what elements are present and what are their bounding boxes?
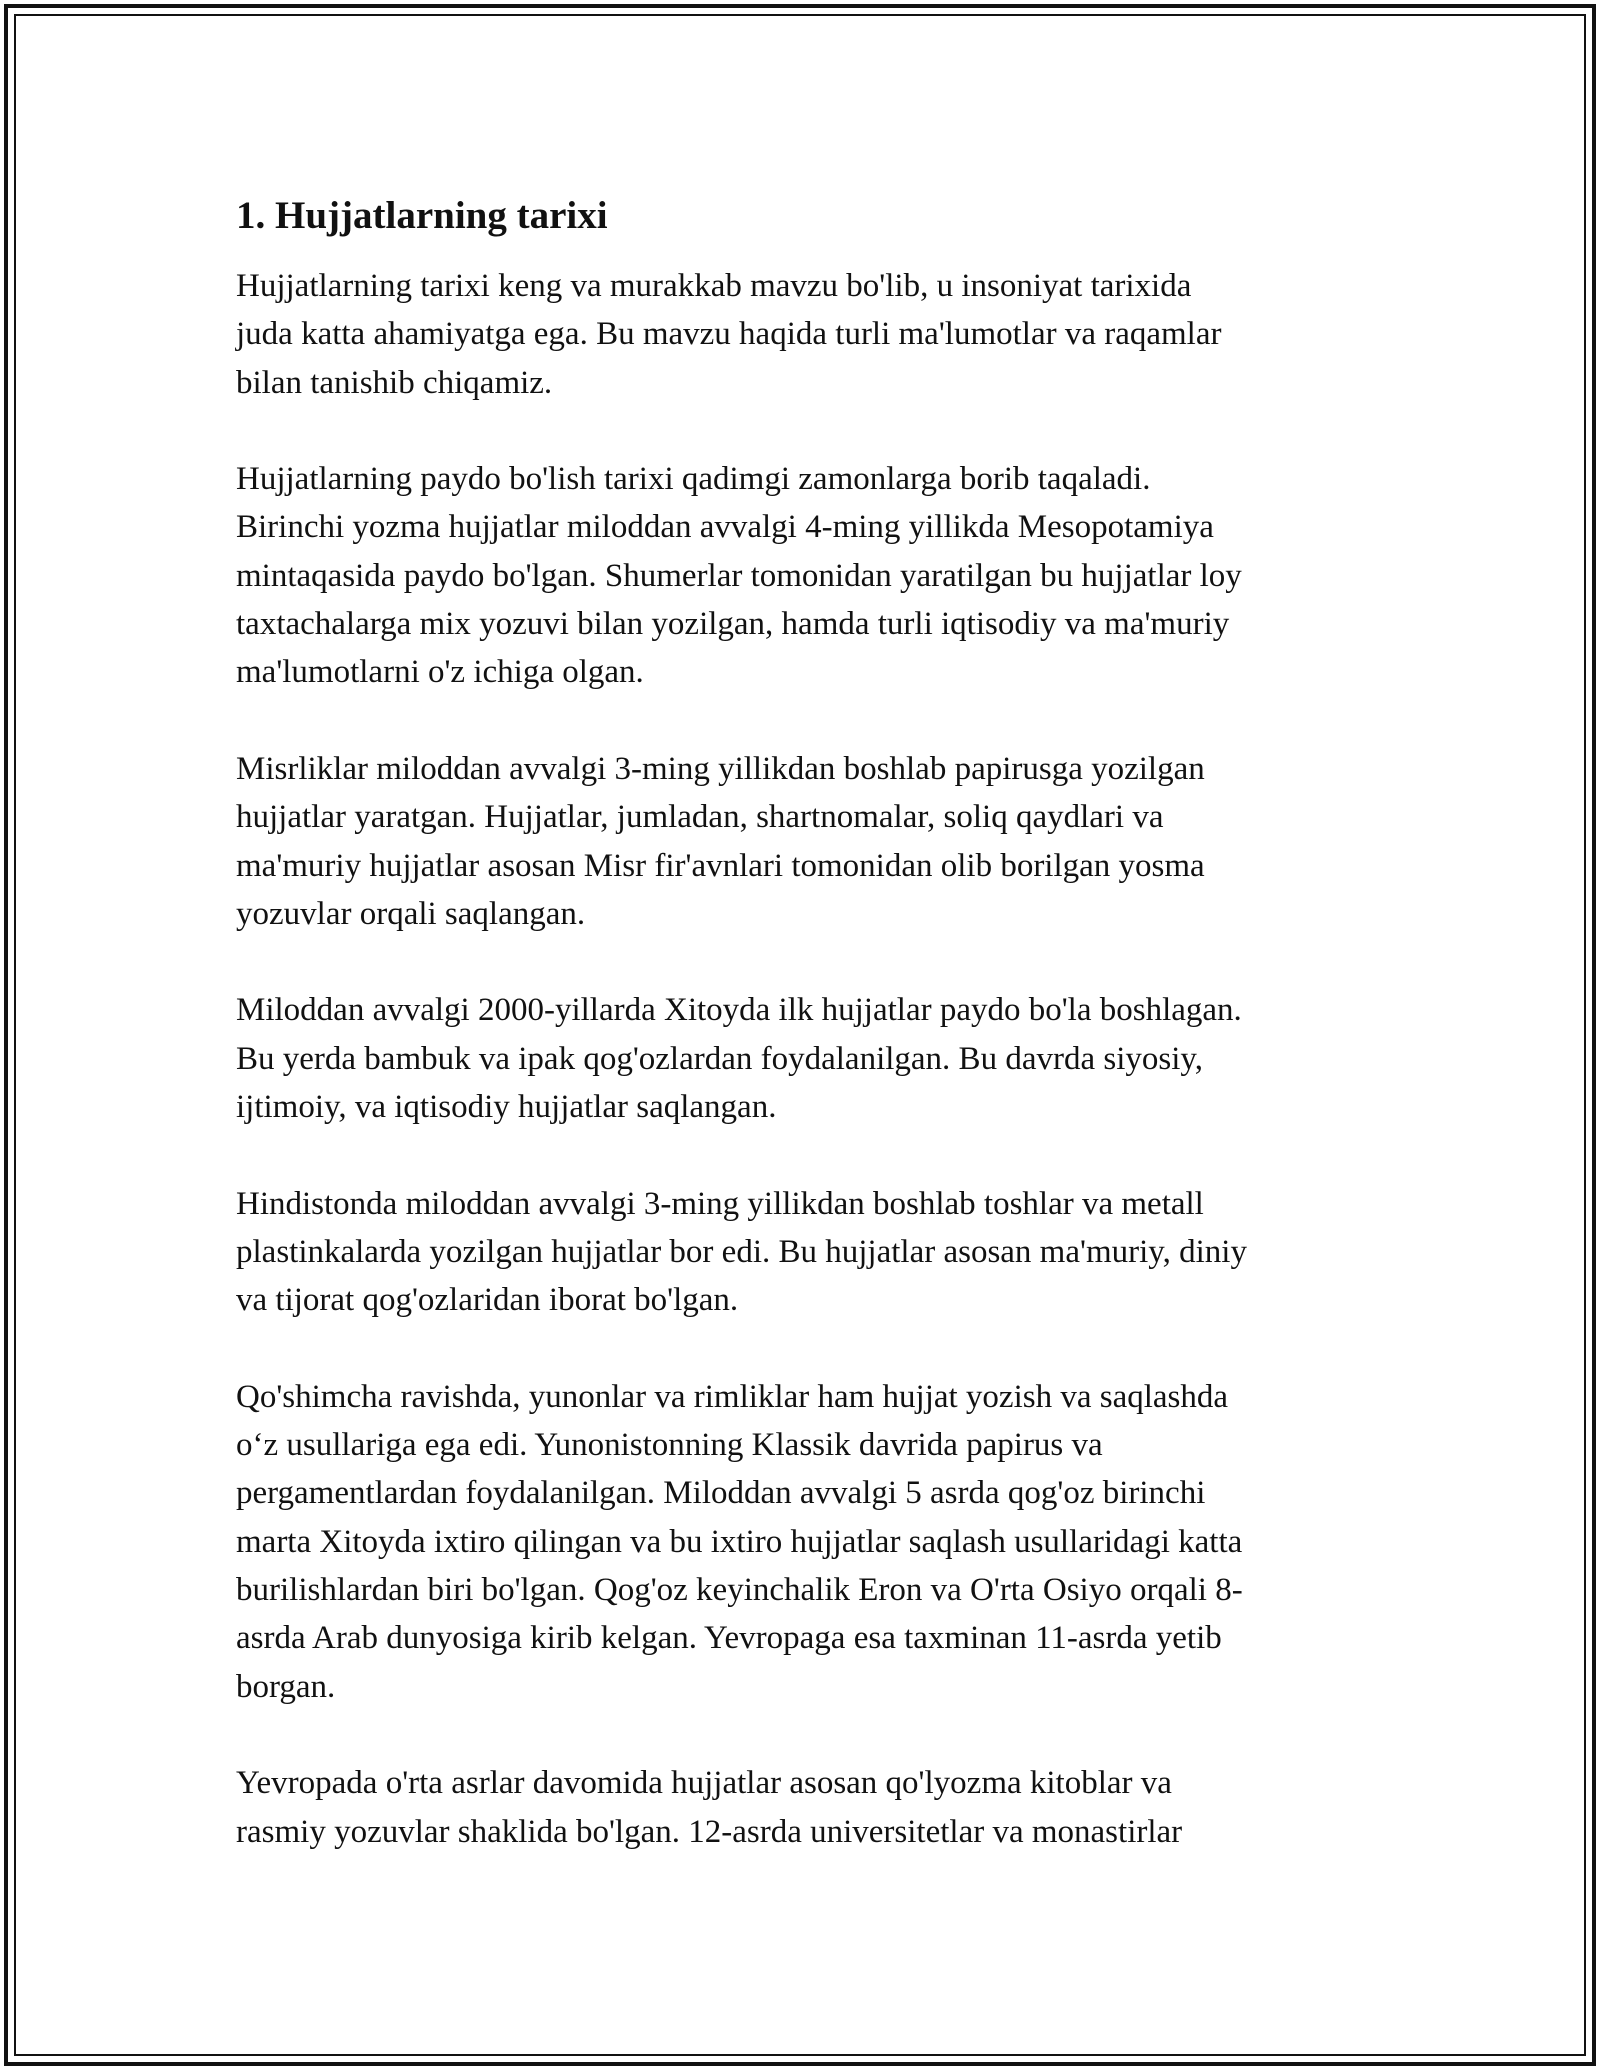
section-heading: 1. Hujjatlarning tarixi [236, 194, 608, 237]
paragraph-mesopotamia [236, 455, 1364, 696]
paragraph-line: hujjatlar yaratgan. Hujjatlar, jumladan, shartnomalar, soliq qaydlari va [236, 799, 1164, 836]
paragraph-greece-rome [236, 1373, 1364, 1711]
paragraph-line: ma'lumotlarni o'z ichiga olgan. [236, 654, 644, 691]
paragraph-line: ma'muriy hujjatlar asosan Misr fir'avnlari tomonidan olib borilgan yosma [236, 847, 1205, 884]
paragraph-line: Misrliklar miloddan avvalgi 3-ming yillikdan boshlab papirusga yozilgan [236, 750, 1205, 787]
paragraph-line: ijtimoiy, va iqtisodiy hujjatlar saqlangan. [236, 1089, 777, 1126]
paragraph-line: borgan. [236, 1668, 336, 1705]
paragraph-line: mintaqasida paydo bo'lgan. Shumerlar tomonidan yaratilgan bu hujjatlar loy [236, 557, 1242, 594]
paragraph-line: Miloddan avvalgi 2000-yillarda Xitoyda ilk hujjatlar paydo bo'la boshlagan. [236, 992, 1242, 1029]
paragraph-line: taxtachalarga mix yozuvi bilan yozilgan, hamda turli iqtisodiy va ma'muriy [236, 606, 1230, 643]
paragraph-line: marta Xitoyda ixtiro qilingan va bu ixtiro hujjatlar saqlash usullaridagi katta [236, 1523, 1243, 1560]
document-page [236, 188, 1364, 1904]
paragraph-line: va tijorat qog'ozlaridan iborat bo'lgan. [236, 1282, 739, 1319]
paragraph-egypt [236, 745, 1364, 938]
paragraph-line: plastinkalarda yozilgan hujjatlar bor edi. Bu hujjatlar asosan ma'muriy, diniy [236, 1233, 1247, 1270]
paragraph-line: Birinchi yozma hujjatlar miloddan avvalgi 4-ming yillikda Mesopotamiya [236, 509, 1214, 546]
paragraph-line: Yevropada o'rta asrlar davomida hujjatlar asosan qo'lyozma kitoblar va [236, 1765, 1172, 1802]
paragraph-line: asrda Arab dunyosiga kirib kelgan. Yevropaga esa taxminan 11-asrda yetib [236, 1620, 1222, 1657]
paragraph-line: bilan tanishib chiqamiz. [236, 364, 553, 401]
paragraph-line: juda katta ahamiyatga ega. Bu mavzu haqida turli ma'lumotlar va raqamlar [236, 316, 1222, 353]
paragraph-line: pergamentlardan foydalanilgan. Miloddan avvalgi 5 asrda qog'oz birinchi [236, 1475, 1206, 1512]
paragraph-line: Hujjatlarning paydo bo'lish tarixi qadimgi zamonlarga borib taqaladi. [236, 461, 1151, 498]
paragraph-line: Bu yerda bambuk va ipak qog'ozlardan foydalanilgan. Bu davrda siyosiy, [236, 1040, 1203, 1077]
paragraph-line: Hindistonda miloddan avvalgi 3-ming yillikdan boshlab toshlar va metall [236, 1185, 1204, 1222]
paragraph-line: burilishlardan biri bo'lgan. Qog'oz keyinchalik Eron va O'rta Osiyo orqali 8- [236, 1572, 1243, 1609]
paragraph-china [236, 986, 1364, 1131]
paragraph-europe [236, 1759, 1364, 1856]
paragraph-india [236, 1180, 1364, 1325]
paragraph-intro [236, 262, 1364, 407]
paragraph-line: Hujjatlarning tarixi keng va murakkab mavzu bo'lib, u insoniyat tarixida [236, 268, 1192, 304]
paragraph-line: o‘z usullariga ega edi. Yunonistonning Klassik davrida papirus va [236, 1427, 1103, 1464]
paragraph-line: Qo'shimcha ravishda, yunonlar va rimliklar ham hujjat yozish va saqlashda [236, 1378, 1229, 1415]
paragraph-line: rasmiy yozuvlar shaklida bo'lgan. 12-asrda universitetlar va monastirlar [236, 1813, 1183, 1850]
paragraph-line: yozuvlar orqali saqlangan. [236, 895, 586, 932]
